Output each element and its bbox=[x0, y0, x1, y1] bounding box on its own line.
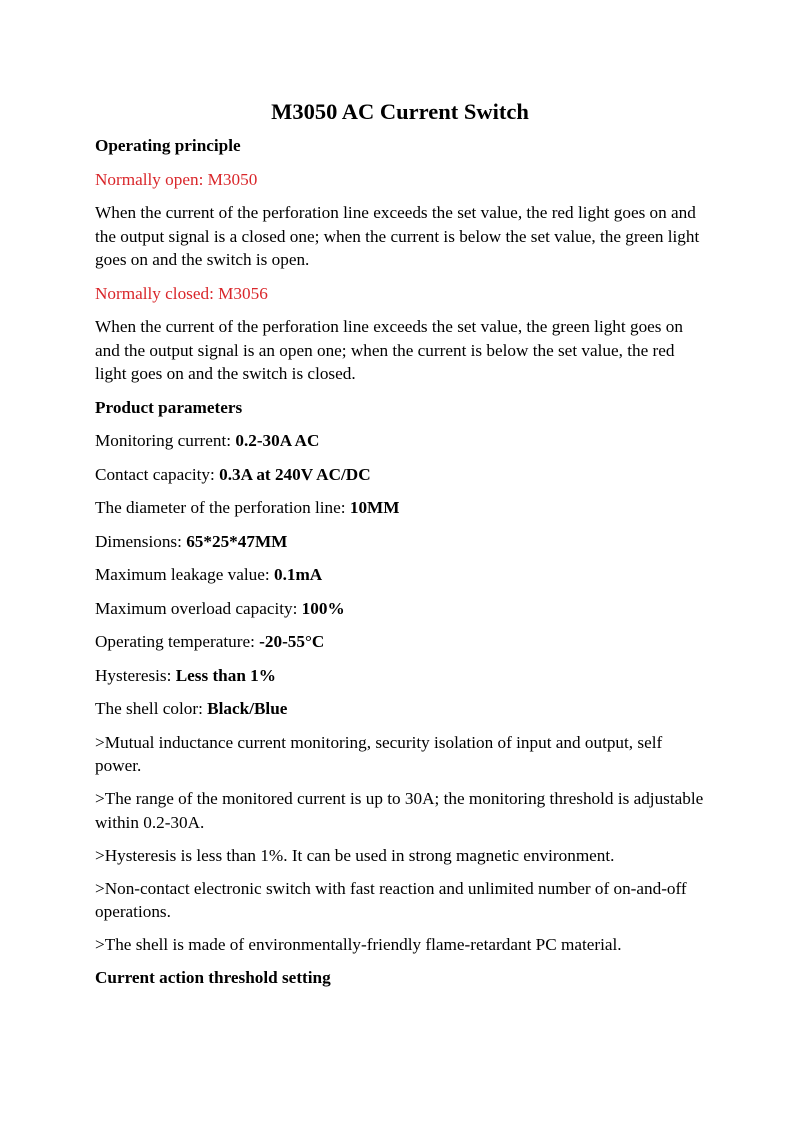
parameter-dimensions bbox=[95, 530, 705, 554]
parameter-shell-color bbox=[95, 697, 705, 721]
document-title: M3050 AC Current Switch bbox=[271, 99, 529, 124]
parameter-operating-temperature bbox=[95, 630, 705, 654]
parameter-label: The diameter of the perforation line: bbox=[95, 498, 350, 517]
parameter-hysteresis bbox=[95, 664, 705, 688]
parameter-value: 0.2-30A AC bbox=[235, 431, 320, 450]
parameter-label: Maximum overload capacity: bbox=[95, 598, 302, 618]
operating-principle-heading: Operating principle bbox=[95, 136, 241, 155]
parameter-value: Black/Blue bbox=[207, 699, 288, 718]
parameter-value: -20-55°C bbox=[259, 632, 325, 651]
normally-open-description: When the current of the perforation line exceeds the set value, the red light goes on and the output signal is a closed one; when the current is below the set value, the green light goes on and the switch is open. bbox=[95, 203, 700, 269]
parameter-leakage bbox=[95, 563, 705, 587]
parameter-label: Operating temperature: bbox=[95, 632, 260, 651]
product-parameters-heading: Product parameters bbox=[95, 397, 243, 417]
parameter-value: 65*25*47MM bbox=[186, 531, 288, 551]
parameter-value: 0.3A at 240V AC/DC bbox=[219, 464, 371, 484]
parameter-value: 100% bbox=[301, 598, 345, 618]
parameter-label: Monitoring current: bbox=[95, 431, 236, 450]
document-page bbox=[95, 98, 705, 1000]
parameter-label: Hysteresis: bbox=[95, 665, 176, 685]
normally-closed-description: When the current of the perforation line exceeds the set value, the green light goes on and the output signal is an open one; when the current is below the set value, the red light goes on and the switch is closed. bbox=[95, 317, 683, 383]
feature-item: >Mutual inductance current monitoring, security isolation of input and output, self power. bbox=[95, 732, 663, 775]
parameter-label: Dimensions: bbox=[95, 531, 187, 551]
feature-item: >Hysteresis is less than 1%. It can be used in strong magnetic environment. bbox=[95, 845, 615, 865]
normally-closed-label: Normally closed: M3056 bbox=[95, 283, 268, 303]
parameter-perforation-diameter bbox=[95, 496, 705, 520]
feature-item: >Non-contact electronic switch with fast reaction and unlimited number of on-and-off operations. bbox=[95, 878, 687, 921]
parameter-label: Maximum leakage value: bbox=[95, 565, 274, 584]
parameter-value: 10MM bbox=[349, 498, 400, 517]
parameter-value: 0.1mA bbox=[273, 565, 323, 584]
parameter-contact-capacity bbox=[95, 463, 705, 487]
feature-item: >The range of the monitored current is up to 30A; the monitoring threshold is adjustable within 0.2-30A. bbox=[95, 789, 704, 832]
parameter-label: The shell color: bbox=[95, 699, 208, 718]
parameter-overload bbox=[95, 597, 705, 621]
threshold-setting-heading: Current action threshold setting bbox=[95, 968, 331, 987]
normally-open-label: Normally open: M3050 bbox=[95, 169, 258, 189]
feature-item: >The shell is made of environmentally-friendly flame-retardant PC material. bbox=[95, 935, 622, 954]
parameter-value: Less than 1% bbox=[175, 665, 276, 685]
parameter-label: Contact capacity: bbox=[95, 464, 220, 484]
parameter-monitoring-current bbox=[95, 429, 705, 453]
